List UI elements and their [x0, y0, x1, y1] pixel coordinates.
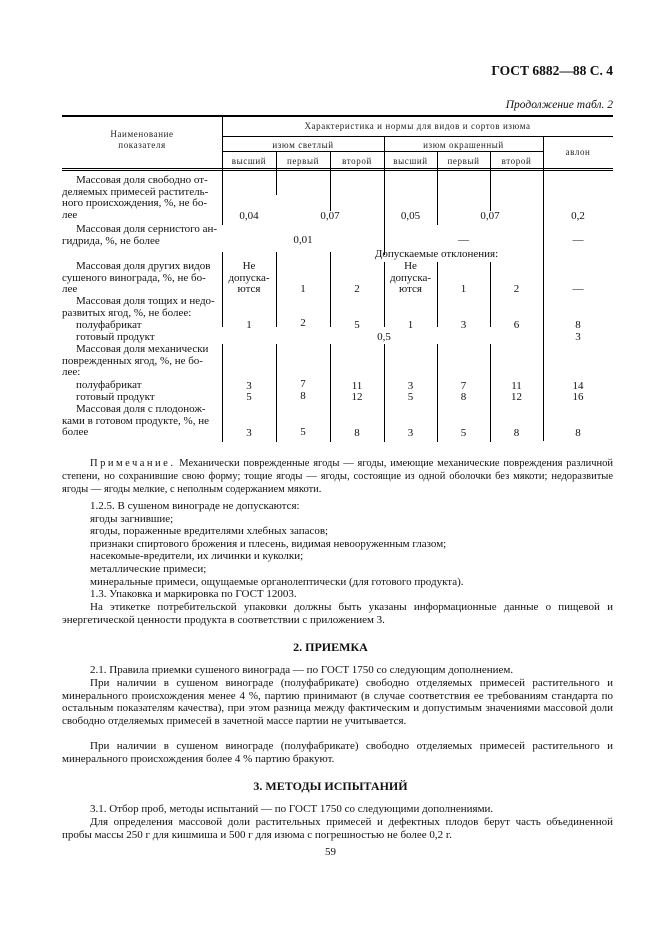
table-cell: 3	[246, 427, 252, 439]
table-cell: —	[572, 283, 584, 295]
table-cell: 11	[511, 380, 522, 392]
sub-label-semi-finished: полуфабрикат	[76, 379, 142, 391]
document-header: ГОСТ 6882—88 С. 4	[491, 63, 613, 78]
table-cell: —	[458, 234, 469, 246]
table-cell: 8	[300, 390, 306, 402]
table-cell: 12	[351, 391, 363, 403]
row-label-damaged-berries: Массовая доля механически поврежденных ягод, %, не бо- лее:	[62, 343, 209, 379]
table-cell: 8	[460, 391, 467, 403]
table-cell: 0,07	[320, 210, 340, 222]
page-number: 59	[325, 846, 336, 858]
list-item: минеральные примеси, ощущаемые органолептически (для готового продукта).	[90, 575, 464, 588]
table-cell: 0,5	[377, 331, 391, 343]
table-cell: 1	[460, 283, 467, 295]
table-cell: 8	[575, 319, 581, 331]
table-cell: 2	[300, 317, 306, 329]
table-cell: Не допуска-ются	[228, 260, 270, 296]
grade-header: второй	[342, 156, 372, 166]
sub-label-finished: готовый продукт	[76, 391, 155, 403]
table-cell: 8	[575, 427, 581, 439]
table-cell: 14	[572, 380, 584, 392]
table-cell: 8	[513, 427, 520, 439]
table-cell: 6	[513, 319, 520, 331]
paragraph: При наличии в сушеном винограде (полуфабрикате) свободно отделяемых примесей растительного и минерального происхождения более 4 % партию бракуют.	[62, 740, 613, 765]
list-item: признаки спиртового брожения и плесень, видимая невооруженным глазом;	[90, 537, 447, 550]
section-1-3-text: 1.3. Упаковка и маркировка по ГОСТ 12003.	[90, 588, 297, 601]
rule	[490, 171, 491, 211]
section-1-3-paragraph: На этикетке потребительской упаковки должны быть указаны информационные данные о пищевой и энергетической ценности продукта в соответствии с приложением 3.	[62, 601, 613, 626]
table-cell: 2	[513, 283, 520, 295]
list-item: насекомые-вредители, их личинки и куколки;	[90, 550, 304, 563]
list-item: ягоды загнившие;	[90, 512, 174, 525]
table-cell: 5	[407, 391, 414, 403]
row-label-thin-berries: Массовая доля тощих и недо- развитых ягод, %, не более:	[62, 295, 215, 319]
table-cell: 3	[407, 380, 414, 392]
table-cell: 0,05	[400, 210, 421, 222]
table-cell: 7	[460, 380, 467, 392]
table-cell: 0,07	[480, 210, 500, 222]
table-cell: 0,01	[293, 234, 313, 246]
sub-label-finished: готовый продукт	[76, 331, 155, 343]
row-label-free-impurities: Массовая доля свободно от- деляемых примесей раститель- ного происхождения, %, не бо- лее	[62, 174, 209, 221]
table-cell: 1	[246, 319, 252, 331]
grade-header: первый	[447, 156, 480, 166]
paragraph: 2.1. Правила приемки сушеного винограда — по ГОСТ 1750 со следующим дополнением.	[90, 664, 514, 676]
paragraph: 3.1. Отбор проб, методы испытаний — по ГОСТ 1750 со следующими дополнениями.	[90, 803, 494, 815]
rule	[330, 171, 331, 211]
table-cell: 1	[407, 319, 414, 331]
row-label-other-grape-kinds: Массовая доля других видов сушеного винограда, %, не бо- лее	[62, 260, 211, 296]
table-cell: 7	[300, 378, 306, 390]
table-cell: 12	[511, 391, 522, 403]
table-cell: 3	[246, 380, 252, 392]
column-header-group: Характеристика и нормы для видов и сортов изюма	[304, 121, 531, 131]
table-top-rule	[62, 115, 613, 117]
grade-header: первый	[286, 156, 320, 166]
rule	[276, 171, 277, 195]
table-cell: 16	[572, 391, 584, 403]
row-label-sulfur-dioxide: Массовая доля сернистого ан- гидрида, %, не более	[62, 223, 218, 247]
header-bottom-rule	[62, 170, 613, 171]
column-header-name: Наименование показателя	[110, 129, 174, 150]
table-cell: 5	[300, 426, 306, 438]
grade-header: высший	[231, 156, 267, 166]
rule	[222, 151, 543, 152]
table-cell: 2	[354, 283, 360, 295]
paragraph: Для определения массовой доли растительных примесей и дефектных плодов берут часть объединенной пробы массы 250 г для кишмиша и 500 г для изюма с погрешностью не более 0,2 г.	[62, 816, 613, 841]
row-label-stems: Массовая доля с плодонож- ками в готовом продукте, %, не более	[62, 403, 209, 439]
table-continuation-label: Продолжение табл. 2	[505, 99, 613, 111]
allowed-deviations-note: Допускаемые отклонения:	[374, 248, 499, 260]
grade-header: второй	[501, 156, 532, 166]
table-note: Примечание. Механически поврежденные ягоды — ягоды, имеющие механические повреждения различной степени, но сохранившие свою форму; тощие ягоды — ягоды, состоящие из одной оболочки без мякоти; недоразвитые ягоды — ягоды мелкие, с неполным содержанием мякоти.	[62, 458, 613, 495]
table-cell: 5	[354, 319, 360, 331]
table-cell: 3	[407, 427, 414, 439]
section-intro: 1.2.5. В сушеном винограде не допускаются:	[90, 500, 300, 512]
grade-header: высший	[393, 156, 428, 166]
list-item: ягоды, пораженные вредителями хлебных запасов;	[90, 525, 329, 538]
header-bottom-rule	[62, 168, 613, 169]
table-cell: 1	[300, 283, 306, 295]
table-cell: 5	[460, 427, 467, 439]
list-item: металлические примеси;	[90, 562, 207, 575]
sub-label-semi-finished: полуфабрикат	[76, 319, 142, 331]
subgroup-avlon: авлон	[565, 147, 591, 157]
paragraph: При наличии в сушеном винограде (полуфабрикате) свободно отделяемых примесей растительного и минерального происхождения менее 4 %, партию принимают (в случае соответствия ее требованиям стандарта по остальным показателям качества), при этом разница между фактическим и допустимым значениями массовой доли свободно отделяемых примесей в зачетной массе партии не учитывается.	[62, 677, 613, 727]
rule	[222, 136, 613, 137]
table-cell: 5	[246, 391, 252, 403]
table-cell: 8	[354, 427, 360, 439]
table-cell: 3	[460, 319, 467, 331]
table-cell: 0,2	[571, 210, 585, 222]
table-cell: 3	[575, 331, 581, 343]
table-cell: Не допуска-ются	[389, 260, 432, 296]
section-heading-test-methods: 3. МЕТОДЫ ИСПЫТАНИЙ	[253, 779, 408, 793]
subgroup-light-raisin: изюм светлый	[272, 140, 334, 150]
table-cell: —	[572, 234, 584, 246]
subgroup-colored-raisin: изюм окрашенный	[423, 140, 504, 150]
section-heading-acceptance: 2. ПРИЕМКА	[293, 640, 368, 654]
table-cell: 11	[351, 380, 363, 392]
section-1-2-5	[90, 500, 464, 601]
table-cell: 0,04	[239, 210, 259, 222]
